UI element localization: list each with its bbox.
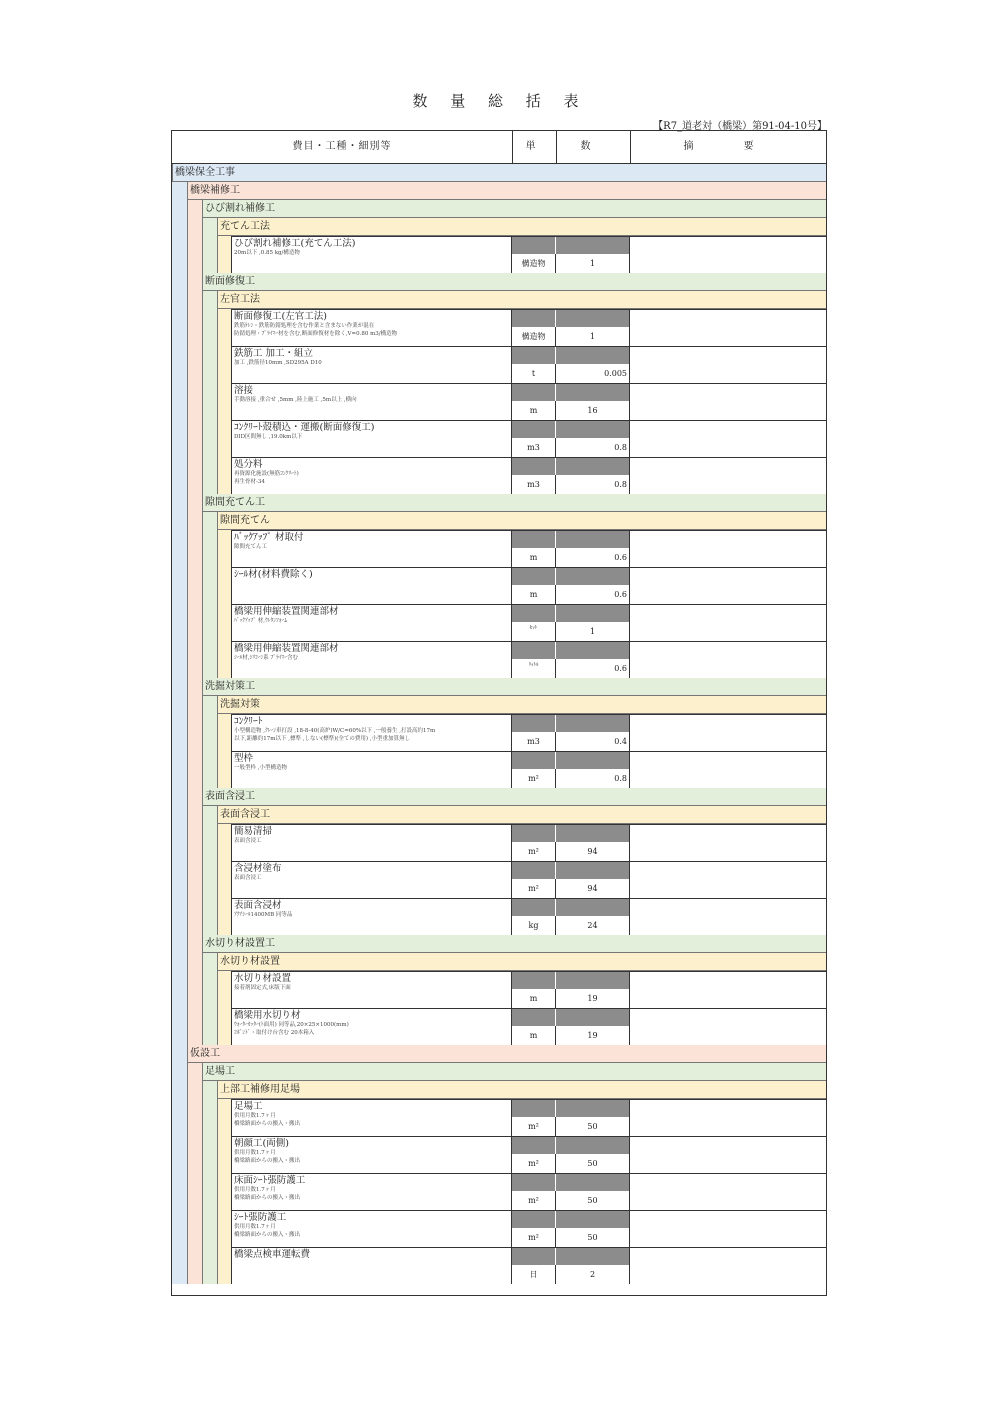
item-remarks	[630, 237, 826, 273]
quantity-shade	[556, 310, 630, 327]
quantity-shade	[556, 1248, 630, 1265]
item-unit: 構造物	[512, 327, 556, 346]
item-spec: ｼｰﾙ材,ｼﾘｺｰﾝ系 ﾌﾟﾗｲﾏｰ含む	[234, 655, 298, 661]
item-name-cell	[231, 347, 512, 383]
item-quantity: 50	[556, 1228, 630, 1247]
section-level0: 橋梁保全工事	[172, 164, 826, 182]
item-spec: 再生骨材-34	[234, 479, 265, 485]
quantity-shade	[556, 862, 630, 879]
item-name-cell	[231, 421, 512, 457]
item-quantity: 1	[556, 622, 630, 641]
unit-shade	[512, 972, 556, 989]
indent-stripe	[217, 806, 232, 935]
section-level3: 左官工法	[217, 291, 826, 309]
item-name: 床面ｼｰﾄ張防護工	[234, 1175, 306, 1186]
header-unit: 単	[513, 131, 557, 163]
table-row	[231, 861, 826, 898]
unit-shade	[512, 458, 556, 475]
item-quantity: 0.005	[556, 364, 630, 383]
item-unit: m²	[512, 842, 556, 861]
indent-stripe	[187, 182, 202, 1045]
item-spec: 供用月数1.7ヶ月	[234, 1113, 276, 1119]
indent-stripe	[202, 273, 217, 494]
item-name-cell	[231, 310, 512, 346]
table-row	[231, 641, 826, 678]
item-spec: 防錆処理・ﾌﾟﾗｲﾏｰ材を含む,断面修復材を除く,V=0.80 m3/構造物	[234, 331, 398, 337]
header-quantity: 数	[557, 131, 631, 163]
item-quantity: 19	[556, 989, 630, 1008]
item-spec: ﾊﾞｯｸｱｯﾌﾟ 材,ｳﾚﾀﾝﾌｫｰﾑ	[234, 618, 287, 624]
item-unit: m²	[512, 1117, 556, 1136]
item-remarks	[630, 715, 826, 751]
table-row	[231, 1136, 826, 1173]
item-name: 朝顔工(両側)	[234, 1138, 289, 1149]
item-quantity: 24	[556, 916, 630, 935]
quantity-shade	[556, 1137, 630, 1154]
header-name: 費目・工種・細別等	[172, 131, 513, 163]
item-name: ﾊﾞｯｸｱｯﾌﾟ 材取付	[234, 532, 304, 543]
item-name-cell	[231, 237, 512, 273]
page-title: 数 量 総 括 表	[412, 92, 588, 110]
table-row	[231, 567, 826, 604]
section-level2: 洗掘対策工	[202, 678, 826, 696]
item-unit: 構造物	[512, 254, 556, 273]
table-row	[231, 604, 826, 641]
item-name: 溶接	[234, 385, 254, 396]
quantity-shade	[556, 237, 630, 254]
item-name-cell	[231, 642, 512, 678]
unit-shade	[512, 421, 556, 438]
indent-stripe	[187, 1045, 202, 1284]
item-quantity: 50	[556, 1154, 630, 1173]
quantity-shade	[556, 347, 630, 364]
section-level2: 足場工	[202, 1063, 826, 1081]
unit-shade	[512, 862, 556, 879]
item-unit: ﾘｯﾄﾙ	[512, 659, 556, 678]
item-name-cell	[231, 899, 512, 935]
item-remarks	[630, 899, 826, 935]
quantity-shade	[556, 458, 630, 475]
section-level3: 充てん工法	[217, 218, 826, 236]
item-spec: 橋梁路面からの搬入・搬出	[234, 1158, 301, 1164]
item-remarks	[630, 1009, 826, 1045]
item-quantity: 0.8	[556, 475, 630, 494]
item-name: 含浸材塗布	[234, 863, 282, 874]
item-spec: 手動溶接 ,重合せ ,5mm ,陸上施工 ,5m以上 ,横向	[234, 397, 357, 403]
table-row	[231, 1008, 826, 1045]
quantity-shade	[556, 421, 630, 438]
table-row	[231, 751, 826, 788]
unit-shade	[512, 715, 556, 732]
item-quantity: 1	[556, 327, 630, 346]
table-row	[231, 971, 826, 1008]
table-row	[231, 420, 826, 457]
item-quantity: 50	[556, 1117, 630, 1136]
item-unit: m	[512, 401, 556, 420]
quantity-shade	[556, 531, 630, 548]
item-name-cell	[231, 1248, 512, 1284]
item-remarks	[630, 458, 826, 494]
quantity-shade	[556, 715, 630, 732]
quantity-shade	[556, 605, 630, 622]
item-spec: 再資源化施設(無筋ｺﾝｸﾘｰﾄ)	[234, 471, 299, 477]
section-level3: 上部工補修用足場	[217, 1081, 826, 1099]
item-remarks	[630, 310, 826, 346]
item-unit: t	[512, 364, 556, 383]
item-name-cell	[231, 384, 512, 420]
item-name-cell	[231, 972, 512, 1008]
item-name-cell	[231, 1100, 512, 1136]
item-name-cell	[231, 531, 512, 567]
indent-stripe	[172, 164, 187, 1284]
table-header	[172, 131, 826, 164]
item-name-cell	[231, 458, 512, 494]
item-name-cell	[231, 568, 512, 604]
item-spec: 橋梁路面からの搬入・搬出	[234, 1195, 301, 1201]
indent-stripe	[202, 788, 217, 935]
item-remarks	[630, 347, 826, 383]
item-spec: 鉄筋ｹﾚﾝ・鉄筋防錆処理を含む作業と含まない作業が混在	[234, 323, 375, 329]
indent-stripe	[202, 494, 217, 678]
section-level3: 洗掘対策	[217, 696, 826, 714]
item-unit: m	[512, 1026, 556, 1045]
item-quantity: 0.8	[556, 438, 630, 457]
item-unit: m²	[512, 1228, 556, 1247]
quantity-shade	[556, 972, 630, 989]
item-name-cell	[231, 752, 512, 788]
unit-shade	[512, 1174, 556, 1191]
item-remarks	[630, 568, 826, 604]
section-level2: 断面修復工	[202, 273, 826, 291]
table-row	[231, 236, 826, 273]
item-name: 鉄筋工 加工・組立	[234, 348, 314, 359]
item-name-cell	[231, 605, 512, 641]
unit-shade	[512, 1211, 556, 1228]
item-remarks	[630, 752, 826, 788]
section-level2: 水切り材設置工	[202, 935, 826, 953]
item-spec: 小型構造物 ,ｸﾚｰﾝ車打設 ,18-8-40(高炉)W/C=60%以下 ,一般養生 ,打設高約17m	[234, 728, 436, 734]
section-level2: 隙間充てん工	[202, 494, 826, 512]
item-name: 処分料	[234, 459, 263, 470]
item-unit: m	[512, 585, 556, 604]
item-spec: DID区間無し ,19.0km以下	[234, 434, 303, 440]
item-name: 断面修復工(左官工法)	[234, 311, 327, 322]
item-quantity: 0.4	[556, 732, 630, 751]
item-name-cell	[231, 1174, 512, 1210]
section-level1: 仮設工	[187, 1045, 826, 1063]
item-unit: ｾｯﾄ	[512, 622, 556, 641]
item-name: 簡易清掃	[234, 826, 273, 837]
quantity-shade	[556, 642, 630, 659]
item-unit: m3	[512, 475, 556, 494]
section-level2: ひび割れ補修工	[202, 200, 826, 218]
unit-shade	[512, 1248, 556, 1265]
item-quantity: 16	[556, 401, 630, 420]
item-name: ｺﾝｸﾘｰﾄ殻積込・運搬(断面修復工)	[234, 422, 375, 433]
item-name: 水切り材設置	[234, 973, 292, 984]
item-spec: 橋梁路面からの搬入・搬出	[234, 1232, 301, 1238]
item-spec: 隙間充てん工	[234, 544, 268, 550]
table-row	[231, 1247, 826, 1284]
item-quantity: 1	[556, 254, 630, 273]
section-level3: 隙間充てん	[217, 512, 826, 530]
item-unit: m	[512, 548, 556, 567]
unit-shade	[512, 1009, 556, 1026]
item-name: ｺﾝｸﾘｰﾄ	[234, 716, 263, 727]
unit-shade	[512, 825, 556, 842]
item-quantity: 94	[556, 879, 630, 898]
item-spec: ｱｸｱｼｰﾙ1400MB 同等品	[234, 912, 293, 918]
item-name: 橋梁点検車運転費	[234, 1249, 311, 1260]
item-name: 橋梁用伸縮装置関連部材	[234, 643, 339, 654]
unit-shade	[512, 347, 556, 364]
item-spec: 一般型枠 ,小型構造物	[234, 765, 287, 771]
summary-table	[171, 130, 827, 1296]
item-remarks	[630, 384, 826, 420]
item-quantity: 94	[556, 842, 630, 861]
item-remarks	[630, 421, 826, 457]
item-name-cell	[231, 1211, 512, 1247]
item-unit: m²	[512, 1154, 556, 1173]
table-row	[231, 346, 826, 383]
item-quantity: 0.6	[556, 585, 630, 604]
section-level2: 表面含浸工	[202, 788, 826, 806]
indent-stripe	[217, 291, 232, 494]
item-remarks	[630, 825, 826, 861]
unit-shade	[512, 605, 556, 622]
item-quantity: 0.6	[556, 548, 630, 567]
table-row	[231, 1099, 826, 1136]
unit-shade	[512, 642, 556, 659]
unit-shade	[512, 899, 556, 916]
item-spec: 以下,距離約17m以下 ,標準 ,しない(標準)(全ての費用) ,小型重加算無し	[234, 736, 411, 742]
quantity-shade	[556, 384, 630, 401]
item-unit: m3	[512, 732, 556, 751]
quantity-shade	[556, 568, 630, 585]
item-remarks	[630, 1211, 826, 1247]
item-remarks	[630, 642, 826, 678]
quantity-shade	[556, 1211, 630, 1228]
item-name-cell	[231, 1009, 512, 1045]
item-spec: 表面含浸工	[234, 875, 262, 881]
item-spec: 表面含浸工	[234, 838, 262, 844]
item-remarks	[630, 972, 826, 1008]
item-spec: 供用月数1.7ヶ月	[234, 1187, 276, 1193]
item-name: 表面含浸材	[234, 900, 282, 911]
item-remarks	[630, 1100, 826, 1136]
item-name-cell	[231, 825, 512, 861]
item-quantity: 50	[556, 1191, 630, 1210]
item-name-cell	[231, 862, 512, 898]
quantity-shade	[556, 1174, 630, 1191]
item-quantity: 2	[556, 1265, 630, 1284]
quantity-shade	[556, 1100, 630, 1117]
indent-stripe	[217, 512, 232, 678]
table-row	[231, 1210, 826, 1247]
quantity-shade	[556, 752, 630, 769]
unit-shade	[512, 1100, 556, 1117]
item-unit: m²	[512, 769, 556, 788]
item-name: ひび割れ補修工(充てん工法)	[234, 238, 356, 249]
item-name: 橋梁用伸縮装置関連部材	[234, 606, 339, 617]
indent-stripe	[202, 1063, 217, 1284]
item-remarks	[630, 1174, 826, 1210]
item-unit: m²	[512, 1191, 556, 1210]
item-name-cell	[231, 715, 512, 751]
unit-shade	[512, 752, 556, 769]
quantity-shade	[556, 1009, 630, 1026]
item-name: 型枠	[234, 753, 254, 764]
item-name: 足場工	[234, 1101, 263, 1112]
item-spec: 供用月数1.7ヶ月	[234, 1150, 276, 1156]
table-row	[231, 383, 826, 420]
item-name: ｼｰﾄ張防護工	[234, 1212, 287, 1223]
unit-shade	[512, 1137, 556, 1154]
item-remarks	[630, 531, 826, 567]
unit-shade	[512, 310, 556, 327]
item-unit: m	[512, 989, 556, 1008]
table-row	[231, 309, 826, 346]
table-row	[231, 457, 826, 494]
section-level1: 橋梁補修工	[187, 182, 826, 200]
unit-shade	[512, 531, 556, 548]
table-row	[231, 714, 826, 751]
item-spec: ｳｫｰﾀｰｶｯﾀｰ(ﾄ面用) 同等品,20×25×1000(mm)	[234, 1022, 349, 1028]
item-quantity: 19	[556, 1026, 630, 1045]
item-unit: kg	[512, 916, 556, 935]
item-spec: 20m以下 ,0.85 kg/構造物	[234, 250, 300, 256]
item-remarks	[630, 605, 826, 641]
item-unit: m²	[512, 879, 556, 898]
item-remarks	[630, 1137, 826, 1173]
unit-shade	[512, 568, 556, 585]
quantity-shade	[556, 899, 630, 916]
item-spec: 加工 ,鉄筋径10mm ,SD295A D10	[234, 360, 322, 366]
quantity-shade	[556, 825, 630, 842]
header-remarks: 摘 要	[683, 141, 774, 152]
table-row	[231, 898, 826, 935]
unit-shade	[512, 237, 556, 254]
section-level3: 表面含浸工	[217, 806, 826, 824]
item-spec: 橋梁路面からの搬入・搬出	[234, 1121, 301, 1127]
section-level3: 水切り材設置	[217, 953, 826, 971]
item-remarks	[630, 862, 826, 898]
item-spec: 接着剤固定式,床版下面	[234, 985, 291, 991]
table-row	[231, 824, 826, 861]
item-spec: 供用月数1.7ヶ月	[234, 1224, 276, 1230]
item-unit: m3	[512, 438, 556, 457]
document-number: 【R7_道老対（橋梁）第91-04-10号】	[653, 121, 827, 132]
table-row	[231, 1173, 826, 1210]
item-spec: ｺﾎﾞﾝﾄﾞ・取付け台含む 20本箱入	[234, 1030, 315, 1036]
indent-stripe	[217, 1081, 232, 1284]
item-unit: 日	[512, 1265, 556, 1284]
item-remarks	[630, 1248, 826, 1284]
item-quantity: 0.6	[556, 659, 630, 678]
item-name: 橋梁用水切り材	[234, 1010, 301, 1021]
unit-shade	[512, 384, 556, 401]
item-name-cell	[231, 1137, 512, 1173]
item-name: ｼｰﾙ材(材料費除く)	[234, 569, 313, 580]
table-row	[231, 530, 826, 567]
item-quantity: 0.8	[556, 769, 630, 788]
